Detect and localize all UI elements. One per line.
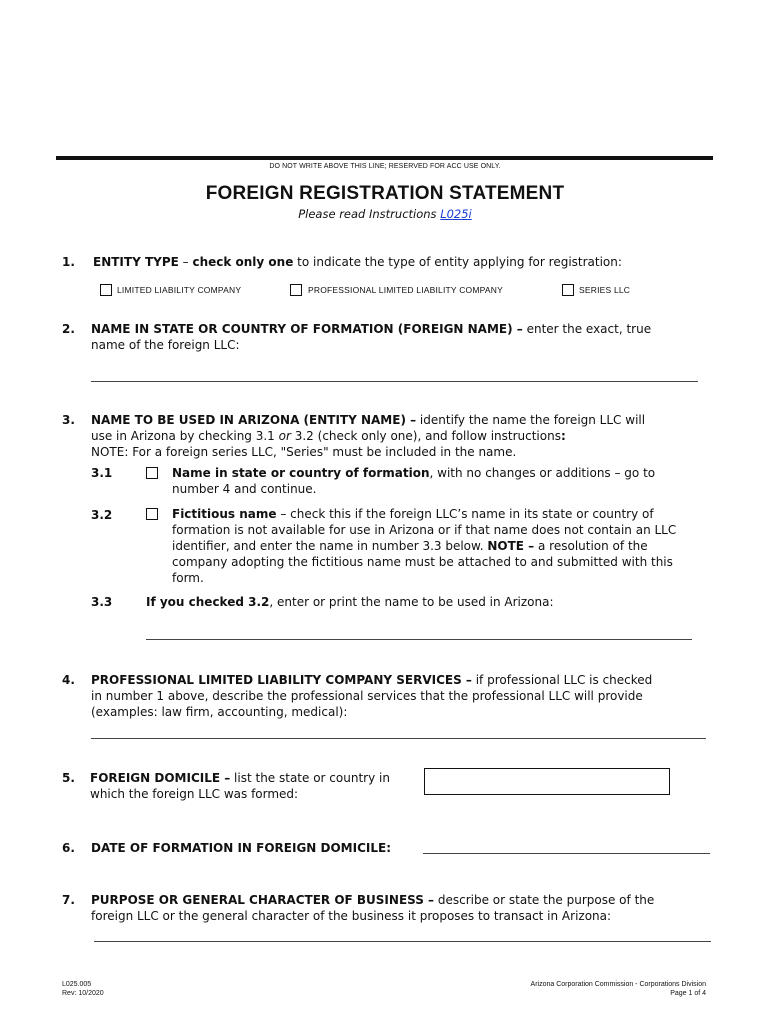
section-4-line3: (examples: law firm, accounting, medical):: [91, 705, 348, 719]
section-3-number: 3.: [62, 413, 75, 427]
reserved-note: DO NOT WRITE ABOVE THIS LINE; RESERVED FOR ACC USE ONLY.: [269, 163, 501, 170]
subsection-3-1-text: [172, 465, 732, 497]
section-3-text: [91, 412, 731, 460]
page-number: Page 1 of 4: [670, 990, 706, 997]
section-7-rest: describe or state the purpose of the: [434, 893, 655, 907]
option-series-llc-label: SERIES LLC: [579, 285, 631, 295]
dash: –: [178, 255, 193, 269]
subsection-3-3-text: [146, 594, 726, 610]
foreign-name-label: NAME IN STATE OR COUNTRY OF FORMATION (FOREIGN NAME) –: [91, 322, 523, 336]
section-3-rest: identify the name the foreign LLC will: [416, 413, 646, 427]
subsection-3-2-text: [172, 506, 732, 586]
section-1-rest: to indicate the type of entity applying for registration:: [293, 255, 622, 269]
subsection-3-2-number: 3.2: [91, 508, 113, 522]
section-2-rest: enter the exact, true: [522, 322, 652, 336]
section-5-line2: which the foreign LLC was formed:: [90, 787, 299, 801]
section-4-line2: in number 1 above, describe the professional services that the professional LLC will provide: [91, 689, 643, 703]
footer-form-code: [62, 980, 104, 998]
option-professional-llc-label: PROFESSIONAL LIMITED LIABILITY COMPANY: [308, 285, 503, 295]
checkbox-series-llc[interactable]: [562, 284, 574, 296]
check-only-one: check only one: [192, 255, 294, 269]
subsection-3-2-rest: – check this if the foreign LLC’s name in its state or country of: [276, 507, 654, 521]
purpose-label: PURPOSE OR GENERAL CHARACTER OF BUSINESS –: [91, 893, 435, 907]
section-4-rest: if professional LLC is checked: [471, 673, 653, 687]
pllc-services-label: PROFESSIONAL LIMITED LIABILITY COMPANY SERVICES –: [91, 673, 472, 687]
section-3-line2a: use in Arizona by checking 3.1: [91, 429, 275, 443]
revision-date: Rev: 10/2020: [62, 990, 104, 997]
section-4-number: 4.: [62, 673, 75, 687]
section-6-number: 6.: [62, 841, 75, 855]
subsection-3-1-rest: , with no changes or additions – go to: [429, 466, 656, 480]
checkbox-3-1[interactable]: [146, 467, 158, 479]
subsection-3-2-line2: formation is not available for use in Arizona or if that name does not contain an LLC: [172, 523, 677, 537]
subsection-3-2-line3b: a resolution of the: [534, 539, 648, 553]
subsection-3-2-note: NOTE –: [487, 539, 535, 553]
foreign-domicile-input[interactable]: [424, 768, 670, 795]
instructions-line: [0, 207, 770, 221]
option-llc-label: LIMITED LIABILITY COMPANY: [117, 285, 242, 295]
section-7-number: 7.: [62, 893, 75, 907]
form-title: FOREIGN REGISTRATION STATEMENT: [205, 183, 565, 204]
agency-name: Arizona Corporation Commission - Corporations Division: [530, 981, 706, 988]
subsection-3-3-rest: , enter or print the name to be used in Arizona:: [269, 595, 554, 609]
purpose-input-line[interactable]: [94, 941, 711, 942]
section-5-text: [90, 770, 425, 802]
subsection-3-1-line2: number 4 and continue.: [172, 482, 317, 496]
date-of-formation-input-line[interactable]: [423, 853, 710, 854]
checkbox-professional-llc[interactable]: [290, 284, 302, 296]
instructions-link[interactable]: L025i: [440, 207, 472, 221]
section-2-number: 2.: [62, 322, 75, 336]
name-in-state-label: Name in state or country of formation: [172, 466, 430, 480]
section-7-line2: foreign LLC or the general character of the business it proposes to transact in Arizona:: [91, 909, 612, 923]
section-3-colon: :: [560, 429, 566, 443]
if-checked-3-2-label: If you checked 3.2: [146, 595, 270, 609]
entity-type-label: ENTITY TYPE: [93, 255, 179, 269]
section-5-rest: list the state or country in: [230, 771, 390, 785]
section-3-or: or: [274, 429, 295, 443]
arizona-name-input-line[interactable]: [146, 639, 692, 640]
form-code: L025.005: [62, 981, 92, 988]
subsection-3-1-number: 3.1: [91, 466, 113, 480]
section-1-number: 1.: [62, 255, 75, 269]
section-2-text: [91, 321, 731, 353]
foreign-name-input-line[interactable]: [91, 381, 698, 382]
subsection-3-2-line4: company adopting the fictitious name must be attached to and submitted with this: [172, 555, 673, 569]
checkbox-3-2[interactable]: [146, 508, 158, 520]
section-1-heading: [93, 254, 733, 270]
reserved-divider-line: [56, 156, 713, 160]
subsection-3-3-number: 3.3: [91, 595, 113, 609]
subsection-3-2-line5: form.: [172, 571, 204, 585]
subsection-3-2-line3a: identifier, and enter the name in number 3.3 below.: [172, 539, 488, 553]
entity-name-label: NAME TO BE USED IN ARIZONA (ENTITY NAME) –: [91, 413, 417, 427]
professional-services-input-line[interactable]: [91, 738, 706, 739]
date-of-formation-label: DATE OF FORMATION IN FOREIGN DOMICILE:: [91, 841, 391, 855]
section-7-text: [91, 892, 741, 924]
section-5-number: 5.: [62, 771, 75, 785]
instructions-prefix: Please read Instructions: [298, 207, 437, 221]
section-2-line2: name of the foreign LLC:: [91, 338, 240, 352]
section-4-text: [91, 672, 741, 720]
foreign-domicile-label: FOREIGN DOMICILE –: [90, 771, 231, 785]
footer-agency-page: [430, 980, 706, 998]
section-3-note: NOTE: For a foreign series LLC, "Series" must be included in the name.: [91, 445, 517, 459]
fictitious-name-label: Fictitious name: [172, 507, 277, 521]
section-3-line2b: 3.2 (check only one), and follow instructions: [294, 429, 561, 443]
checkbox-llc[interactable]: [100, 284, 112, 296]
